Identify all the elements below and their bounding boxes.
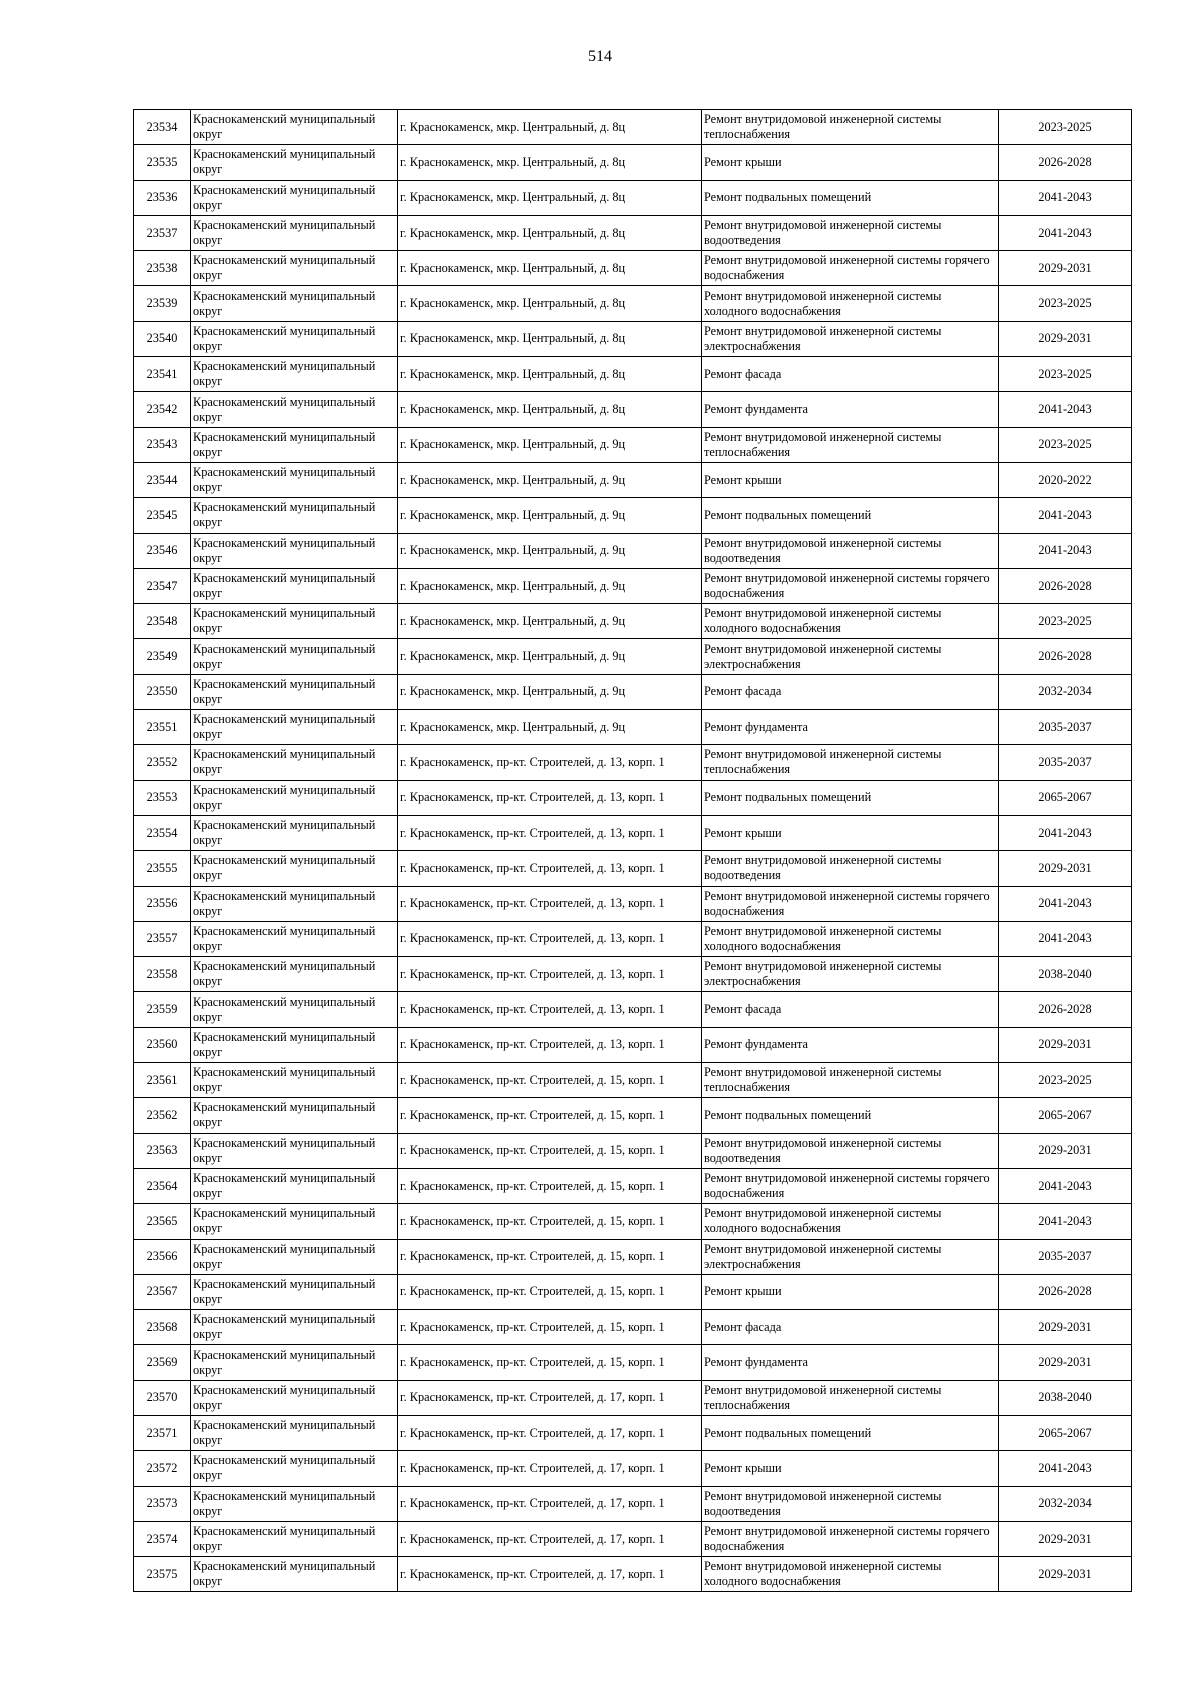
period-cell: 2041-2043 — [999, 215, 1132, 250]
work-type-cell: Ремонт внутридомовой инженерной системы теплоснабжения — [702, 745, 999, 780]
table-row — [134, 992, 1132, 1027]
period-cell: 2041-2043 — [999, 815, 1132, 850]
row-number-cell: 23536 — [134, 180, 191, 215]
table-row — [134, 1098, 1132, 1133]
period-cell: 2038-2040 — [999, 957, 1132, 992]
period-cell: 2029-2031 — [999, 251, 1132, 286]
address-cell: г. Краснокаменск, пр-кт. Строителей, д. 13, корп. 1 — [398, 1027, 702, 1062]
period-cell: 2029-2031 — [999, 1521, 1132, 1556]
work-type-cell: Ремонт внутридомовой инженерной системы электроснабжения — [702, 1239, 999, 1274]
work-type-cell: Ремонт внутридомовой инженерной системы холодного водоснабжения — [702, 921, 999, 956]
repair-schedule-table — [133, 109, 1132, 1592]
municipality-cell: Краснокаменский муниципальный округ — [191, 1168, 398, 1203]
work-type-cell: Ремонт подвальных помещений — [702, 498, 999, 533]
table-row — [134, 780, 1132, 815]
municipality-cell: Краснокаменский муниципальный округ — [191, 639, 398, 674]
period-cell: 2026-2028 — [999, 992, 1132, 1027]
municipality-cell: Краснокаменский муниципальный округ — [191, 215, 398, 250]
municipality-cell: Краснокаменский муниципальный округ — [191, 1063, 398, 1098]
period-cell: 2041-2043 — [999, 498, 1132, 533]
row-number-cell: 23570 — [134, 1380, 191, 1415]
municipality-cell: Краснокаменский муниципальный округ — [191, 286, 398, 321]
period-cell: 2023-2025 — [999, 604, 1132, 639]
work-type-cell: Ремонт внутридомовой инженерной системы водоотведения — [702, 1486, 999, 1521]
municipality-cell: Краснокаменский муниципальный округ — [191, 251, 398, 286]
address-cell: г. Краснокаменск, пр-кт. Строителей, д. 15, корп. 1 — [398, 1310, 702, 1345]
address-cell: г. Краснокаменск, мкр. Центральный, д. 9ц — [398, 604, 702, 639]
municipality-cell: Краснокаменский муниципальный округ — [191, 1486, 398, 1521]
work-type-cell: Ремонт внутридомовой инженерной системы холодного водоснабжения — [702, 604, 999, 639]
row-number-cell: 23555 — [134, 851, 191, 886]
work-type-cell: Ремонт внутридомовой инженерной системы водоотведения — [702, 533, 999, 568]
municipality-cell: Краснокаменский муниципальный округ — [191, 392, 398, 427]
table-row — [134, 357, 1132, 392]
row-number-cell: 23562 — [134, 1098, 191, 1133]
row-number-cell: 23547 — [134, 568, 191, 603]
table-row — [134, 674, 1132, 709]
period-cell: 2041-2043 — [999, 533, 1132, 568]
row-number-cell: 23552 — [134, 745, 191, 780]
address-cell: г. Краснокаменск, пр-кт. Строителей, д. 15, корп. 1 — [398, 1063, 702, 1098]
period-cell: 2020-2022 — [999, 462, 1132, 497]
work-type-cell: Ремонт внутридомовой инженерной системы горячего водоснабжения — [702, 1521, 999, 1556]
municipality-cell: Краснокаменский муниципальный округ — [191, 780, 398, 815]
municipality-cell: Краснокаменский муниципальный округ — [191, 533, 398, 568]
period-cell: 2026-2028 — [999, 145, 1132, 180]
table-row — [134, 957, 1132, 992]
municipality-cell: Краснокаменский муниципальный округ — [191, 921, 398, 956]
address-cell: г. Краснокаменск, пр-кт. Строителей, д. 15, корп. 1 — [398, 1274, 702, 1309]
work-type-cell: Ремонт фундамента — [702, 392, 999, 427]
work-type-cell: Ремонт фундамента — [702, 710, 999, 745]
table-row — [134, 1239, 1132, 1274]
work-type-cell: Ремонт внутридомовой инженерной системы электроснабжения — [702, 639, 999, 674]
table-row — [134, 1380, 1132, 1415]
municipality-cell: Краснокаменский муниципальный округ — [191, 1133, 398, 1168]
row-number-cell: 23541 — [134, 357, 191, 392]
address-cell: г. Краснокаменск, пр-кт. Строителей, д. 17, корп. 1 — [398, 1521, 702, 1556]
work-type-cell: Ремонт внутридомовой инженерной системы водоотведения — [702, 851, 999, 886]
row-number-cell: 23539 — [134, 286, 191, 321]
work-type-cell: Ремонт фасада — [702, 357, 999, 392]
work-type-cell: Ремонт фасада — [702, 1310, 999, 1345]
period-cell: 2065-2067 — [999, 780, 1132, 815]
row-number-cell: 23567 — [134, 1274, 191, 1309]
row-number-cell: 23535 — [134, 145, 191, 180]
address-cell: г. Краснокаменск, мкр. Центральный, д. 9ц — [398, 639, 702, 674]
address-cell: г. Краснокаменск, мкр. Центральный, д. 8ц — [398, 180, 702, 215]
municipality-cell: Краснокаменский муниципальный округ — [191, 1521, 398, 1556]
row-number-cell: 23571 — [134, 1415, 191, 1450]
address-cell: г. Краснокаменск, мкр. Центральный, д. 8ц — [398, 392, 702, 427]
address-cell: г. Краснокаменск, мкр. Центральный, д. 9ц — [398, 710, 702, 745]
address-cell: г. Краснокаменск, мкр. Центральный, д. 8ц — [398, 321, 702, 356]
page-number: 514 — [588, 48, 612, 65]
address-cell: г. Краснокаменск, мкр. Центральный, д. 8ц — [398, 215, 702, 250]
table-row — [134, 462, 1132, 497]
row-number-cell: 23561 — [134, 1063, 191, 1098]
table-row — [134, 568, 1132, 603]
row-number-cell: 23566 — [134, 1239, 191, 1274]
work-type-cell: Ремонт внутридомовой инженерной системы электроснабжения — [702, 321, 999, 356]
work-type-cell: Ремонт крыши — [702, 145, 999, 180]
table-row — [134, 286, 1132, 321]
municipality-cell: Краснокаменский муниципальный округ — [191, 992, 398, 1027]
municipality-cell: Краснокаменский муниципальный округ — [191, 745, 398, 780]
municipality-cell: Краснокаменский муниципальный округ — [191, 1345, 398, 1380]
work-type-cell: Ремонт внутридомовой инженерной системы теплоснабжения — [702, 110, 999, 145]
table-row — [134, 145, 1132, 180]
table-row — [134, 1168, 1132, 1203]
address-cell: г. Краснокаменск, пр-кт. Строителей, д. 15, корп. 1 — [398, 1204, 702, 1239]
work-type-cell: Ремонт крыши — [702, 1274, 999, 1309]
work-type-cell: Ремонт внутридомовой инженерной системы горячего водоснабжения — [702, 1168, 999, 1203]
row-number-cell: 23537 — [134, 215, 191, 250]
table-row — [134, 1310, 1132, 1345]
municipality-cell: Краснокаменский муниципальный округ — [191, 498, 398, 533]
row-number-cell: 23550 — [134, 674, 191, 709]
row-number-cell: 23543 — [134, 427, 191, 462]
table-row — [134, 1451, 1132, 1486]
address-cell: г. Краснокаменск, мкр. Центральный, д. 8ц — [398, 145, 702, 180]
row-number-cell: 23558 — [134, 957, 191, 992]
work-type-cell: Ремонт подвальных помещений — [702, 180, 999, 215]
address-cell: г. Краснокаменск, пр-кт. Строителей, д. 13, корп. 1 — [398, 957, 702, 992]
municipality-cell: Краснокаменский муниципальный округ — [191, 710, 398, 745]
period-cell: 2029-2031 — [999, 1027, 1132, 1062]
municipality-cell: Краснокаменский муниципальный округ — [191, 1239, 398, 1274]
period-cell: 2023-2025 — [999, 286, 1132, 321]
address-cell: г. Краснокаменск, пр-кт. Строителей, д. 13, корп. 1 — [398, 745, 702, 780]
row-number-cell: 23569 — [134, 1345, 191, 1380]
table-row — [134, 710, 1132, 745]
table-row — [134, 498, 1132, 533]
address-cell: г. Краснокаменск, пр-кт. Строителей, д. 15, корп. 1 — [398, 1168, 702, 1203]
row-number-cell: 23563 — [134, 1133, 191, 1168]
municipality-cell: Краснокаменский муниципальный округ — [191, 145, 398, 180]
table-row — [134, 1063, 1132, 1098]
row-number-cell: 23575 — [134, 1557, 191, 1592]
work-type-cell: Ремонт внутридомовой инженерной системы водоотведения — [702, 215, 999, 250]
address-cell: г. Краснокаменск, пр-кт. Строителей, д. 13, корп. 1 — [398, 992, 702, 1027]
table-row — [134, 392, 1132, 427]
period-cell: 2041-2043 — [999, 886, 1132, 921]
address-cell: г. Краснокаменск, пр-кт. Строителей, д. 15, корп. 1 — [398, 1345, 702, 1380]
table-row — [134, 215, 1132, 250]
address-cell: г. Краснокаменск, пр-кт. Строителей, д. 17, корп. 1 — [398, 1415, 702, 1450]
table-row — [134, 1521, 1132, 1556]
row-number-cell: 23549 — [134, 639, 191, 674]
row-number-cell: 23551 — [134, 710, 191, 745]
address-cell: г. Краснокаменск, мкр. Центральный, д. 8ц — [398, 286, 702, 321]
row-number-cell: 23565 — [134, 1204, 191, 1239]
work-type-cell: Ремонт внутридомовой инженерной системы холодного водоснабжения — [702, 1204, 999, 1239]
municipality-cell: Краснокаменский муниципальный округ — [191, 568, 398, 603]
period-cell: 2032-2034 — [999, 1486, 1132, 1521]
period-cell: 2026-2028 — [999, 1274, 1132, 1309]
address-cell: г. Краснокаменск, мкр. Центральный, д. 9ц — [398, 674, 702, 709]
municipality-cell: Краснокаменский муниципальный округ — [191, 462, 398, 497]
work-type-cell: Ремонт фундамента — [702, 1345, 999, 1380]
row-number-cell: 23542 — [134, 392, 191, 427]
municipality-cell: Краснокаменский муниципальный округ — [191, 1451, 398, 1486]
work-type-cell: Ремонт внутридомовой инженерной системы электроснабжения — [702, 957, 999, 992]
municipality-cell: Краснокаменский муниципальный округ — [191, 110, 398, 145]
work-type-cell: Ремонт фасада — [702, 992, 999, 1027]
work-type-cell: Ремонт подвальных помещений — [702, 1098, 999, 1133]
work-type-cell: Ремонт крыши — [702, 1451, 999, 1486]
row-number-cell: 23546 — [134, 533, 191, 568]
row-number-cell: 23556 — [134, 886, 191, 921]
municipality-cell: Краснокаменский муниципальный округ — [191, 1204, 398, 1239]
address-cell: г. Краснокаменск, пр-кт. Строителей, д. 13, корп. 1 — [398, 886, 702, 921]
work-type-cell: Ремонт крыши — [702, 462, 999, 497]
municipality-cell: Краснокаменский муниципальный округ — [191, 1027, 398, 1062]
period-cell: 2065-2067 — [999, 1098, 1132, 1133]
table-row — [134, 427, 1132, 462]
period-cell: 2032-2034 — [999, 674, 1132, 709]
period-cell: 2041-2043 — [999, 392, 1132, 427]
period-cell: 2029-2031 — [999, 1133, 1132, 1168]
table-row — [134, 110, 1132, 145]
row-number-cell: 23544 — [134, 462, 191, 497]
row-number-cell: 23553 — [134, 780, 191, 815]
period-cell: 2041-2043 — [999, 921, 1132, 956]
table-row — [134, 1486, 1132, 1521]
table-body — [134, 110, 1132, 1592]
municipality-cell: Краснокаменский муниципальный округ — [191, 180, 398, 215]
municipality-cell: Краснокаменский муниципальный округ — [191, 604, 398, 639]
address-cell: г. Краснокаменск, пр-кт. Строителей, д. 15, корп. 1 — [398, 1133, 702, 1168]
address-cell: г. Краснокаменск, мкр. Центральный, д. 9ц — [398, 498, 702, 533]
address-cell: г. Краснокаменск, мкр. Центральный, д. 8ц — [398, 110, 702, 145]
table-row — [134, 533, 1132, 568]
address-cell: г. Краснокаменск, пр-кт. Строителей, д. 17, корп. 1 — [398, 1557, 702, 1592]
table-row — [134, 745, 1132, 780]
address-cell: г. Краснокаменск, пр-кт. Строителей, д. 15, корп. 1 — [398, 1239, 702, 1274]
table-row — [134, 1557, 1132, 1592]
period-cell: 2023-2025 — [999, 427, 1132, 462]
address-cell: г. Краснокаменск, пр-кт. Строителей, д. 17, корп. 1 — [398, 1451, 702, 1486]
address-cell: г. Краснокаменск, пр-кт. Строителей, д. 13, корп. 1 — [398, 780, 702, 815]
row-number-cell: 23540 — [134, 321, 191, 356]
period-cell: 2029-2031 — [999, 321, 1132, 356]
work-type-cell: Ремонт внутридомовой инженерной системы водоотведения — [702, 1133, 999, 1168]
work-type-cell: Ремонт подвальных помещений — [702, 780, 999, 815]
period-cell: 2029-2031 — [999, 1557, 1132, 1592]
table-row — [134, 251, 1132, 286]
table-row — [134, 851, 1132, 886]
period-cell: 2029-2031 — [999, 1310, 1132, 1345]
municipality-cell: Краснокаменский муниципальный округ — [191, 427, 398, 462]
address-cell: г. Краснокаменск, пр-кт. Строителей, д. 17, корп. 1 — [398, 1380, 702, 1415]
municipality-cell: Краснокаменский муниципальный округ — [191, 1098, 398, 1133]
municipality-cell: Краснокаменский муниципальный округ — [191, 321, 398, 356]
municipality-cell: Краснокаменский муниципальный округ — [191, 1415, 398, 1450]
period-cell: 2026-2028 — [999, 639, 1132, 674]
period-cell: 2029-2031 — [999, 851, 1132, 886]
table-row — [134, 1133, 1132, 1168]
row-number-cell: 23574 — [134, 1521, 191, 1556]
row-number-cell: 23554 — [134, 815, 191, 850]
work-type-cell: Ремонт внутридомовой инженерной системы горячего водоснабжения — [702, 568, 999, 603]
municipality-cell: Краснокаменский муниципальный округ — [191, 957, 398, 992]
period-cell: 2035-2037 — [999, 710, 1132, 745]
row-number-cell: 23560 — [134, 1027, 191, 1062]
address-cell: г. Краснокаменск, пр-кт. Строителей, д. 15, корп. 1 — [398, 1098, 702, 1133]
address-cell: г. Краснокаменск, пр-кт. Строителей, д. 17, корп. 1 — [398, 1486, 702, 1521]
table-row — [134, 180, 1132, 215]
work-type-cell: Ремонт внутридомовой инженерной системы теплоснабжения — [702, 427, 999, 462]
municipality-cell: Краснокаменский муниципальный округ — [191, 1310, 398, 1345]
row-number-cell: 23534 — [134, 110, 191, 145]
row-number-cell: 23545 — [134, 498, 191, 533]
period-cell: 2038-2040 — [999, 1380, 1132, 1415]
work-type-cell: Ремонт внутридомовой инженерной системы холодного водоснабжения — [702, 286, 999, 321]
table-row — [134, 1345, 1132, 1380]
work-type-cell: Ремонт внутридомовой инженерной системы горячего водоснабжения — [702, 886, 999, 921]
table-row — [134, 815, 1132, 850]
table-row — [134, 604, 1132, 639]
municipality-cell: Краснокаменский муниципальный округ — [191, 886, 398, 921]
row-number-cell: 23568 — [134, 1310, 191, 1345]
work-type-cell: Ремонт внутридомовой инженерной системы горячего водоснабжения — [702, 251, 999, 286]
table-row — [134, 639, 1132, 674]
period-cell: 2041-2043 — [999, 1451, 1132, 1486]
municipality-cell: Краснокаменский муниципальный округ — [191, 851, 398, 886]
table-row — [134, 886, 1132, 921]
work-type-cell: Ремонт крыши — [702, 815, 999, 850]
municipality-cell: Краснокаменский муниципальный округ — [191, 357, 398, 392]
address-cell: г. Краснокаменск, пр-кт. Строителей, д. 13, корп. 1 — [398, 851, 702, 886]
table-row — [134, 1027, 1132, 1062]
row-number-cell: 23538 — [134, 251, 191, 286]
row-number-cell: 23548 — [134, 604, 191, 639]
period-cell: 2026-2028 — [999, 568, 1132, 603]
period-cell: 2035-2037 — [999, 1239, 1132, 1274]
municipality-cell: Краснокаменский муниципальный округ — [191, 1380, 398, 1415]
work-type-cell: Ремонт внутридомовой инженерной системы теплоснабжения — [702, 1063, 999, 1098]
address-cell: г. Краснокаменск, пр-кт. Строителей, д. 13, корп. 1 — [398, 815, 702, 850]
row-number-cell: 23557 — [134, 921, 191, 956]
work-type-cell: Ремонт фасада — [702, 674, 999, 709]
address-cell: г. Краснокаменск, мкр. Центральный, д. 9ц — [398, 568, 702, 603]
work-type-cell: Ремонт внутридомовой инженерной системы холодного водоснабжения — [702, 1557, 999, 1592]
table-row — [134, 1274, 1132, 1309]
address-cell: г. Краснокаменск, мкр. Центральный, д. 8ц — [398, 357, 702, 392]
work-type-cell: Ремонт подвальных помещений — [702, 1415, 999, 1450]
municipality-cell: Краснокаменский муниципальный округ — [191, 1557, 398, 1592]
period-cell: 2041-2043 — [999, 1168, 1132, 1203]
address-cell: г. Краснокаменск, мкр. Центральный, д. 9ц — [398, 462, 702, 497]
municipality-cell: Краснокаменский муниципальный округ — [191, 1274, 398, 1309]
address-cell: г. Краснокаменск, мкр. Центральный, д. 9ц — [398, 427, 702, 462]
table-row — [134, 321, 1132, 356]
period-cell: 2023-2025 — [999, 110, 1132, 145]
table-row — [134, 1204, 1132, 1239]
work-type-cell: Ремонт внутридомовой инженерной системы теплоснабжения — [702, 1380, 999, 1415]
period-cell: 2041-2043 — [999, 180, 1132, 215]
period-cell: 2065-2067 — [999, 1415, 1132, 1450]
period-cell: 2029-2031 — [999, 1345, 1132, 1380]
municipality-cell: Краснокаменский муниципальный округ — [191, 815, 398, 850]
address-cell: г. Краснокаменск, мкр. Центральный, д. 8ц — [398, 251, 702, 286]
address-cell: г. Краснокаменск, пр-кт. Строителей, д. 13, корп. 1 — [398, 921, 702, 956]
row-number-cell: 23573 — [134, 1486, 191, 1521]
period-cell: 2023-2025 — [999, 1063, 1132, 1098]
period-cell: 2035-2037 — [999, 745, 1132, 780]
period-cell: 2041-2043 — [999, 1204, 1132, 1239]
address-cell: г. Краснокаменск, мкр. Центральный, д. 9ц — [398, 533, 702, 568]
row-number-cell: 23572 — [134, 1451, 191, 1486]
row-number-cell: 23564 — [134, 1168, 191, 1203]
table-row — [134, 921, 1132, 956]
row-number-cell: 23559 — [134, 992, 191, 1027]
period-cell: 2023-2025 — [999, 357, 1132, 392]
work-type-cell: Ремонт фундамента — [702, 1027, 999, 1062]
municipality-cell: Краснокаменский муниципальный округ — [191, 674, 398, 709]
table-row — [134, 1415, 1132, 1450]
